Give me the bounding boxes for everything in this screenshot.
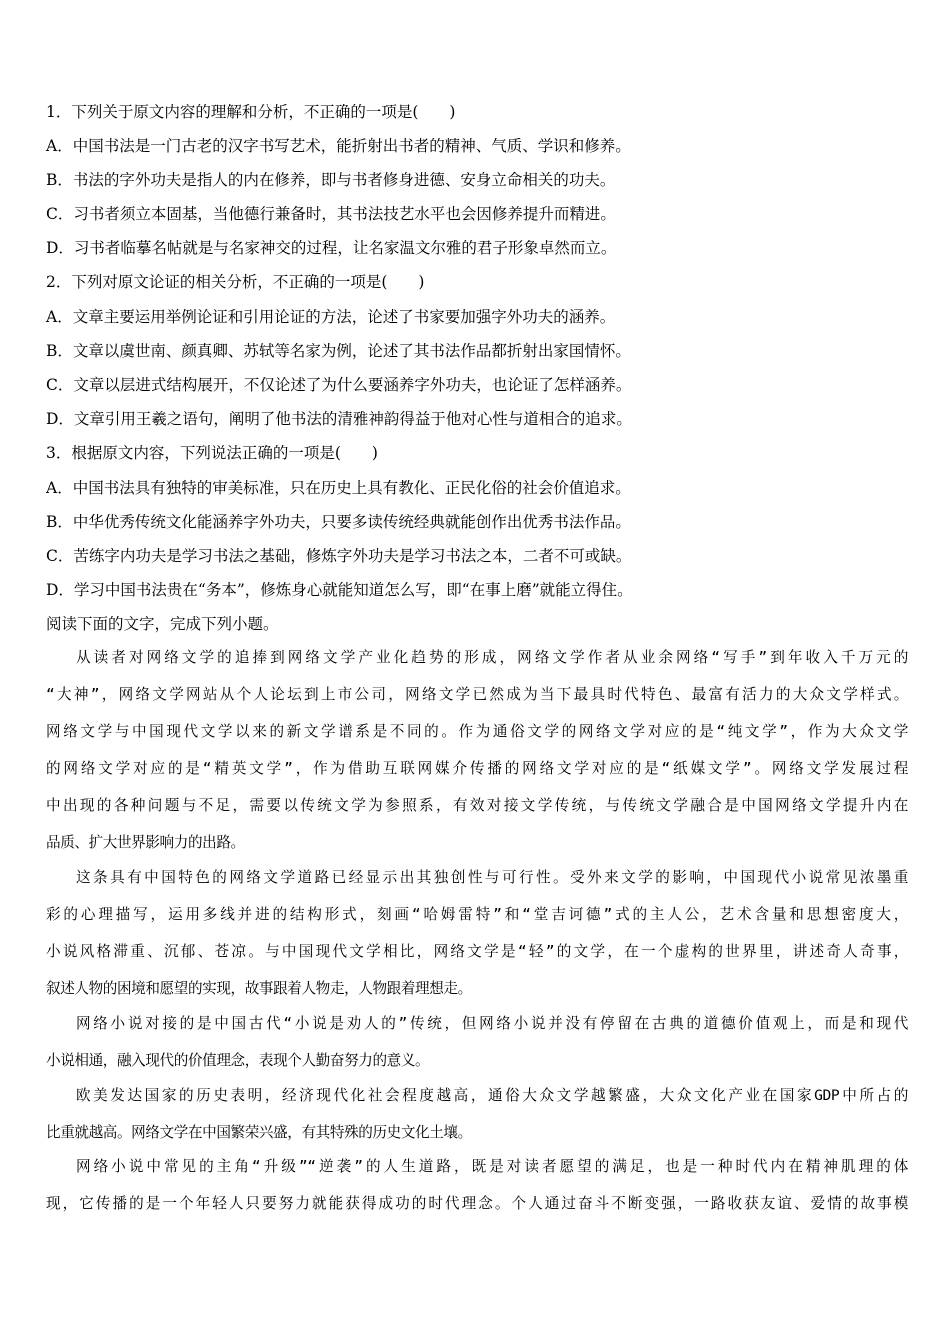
passage-line: “大神”，网络文学网站从个人论坛到上市公司，网络文学已然成为当下最具时代特色、最富有活力的大众文学样式。: [46, 686, 908, 703]
passage-line: 的网络文学对应的是“精英文学”，作为借助互联网媒介传播的网络文学对应的是“纸媒文学”。网络文学发展过程: [46, 760, 908, 777]
passage-line: 网络小说对接的是中国古代“小说是劝人的”传统，但网络小说并没有停留在古典的道德价值观上，而是和现代: [76, 1015, 908, 1032]
passage-line: 小说风格滞重、沉郁、苍凉。与中国现代文学相比，网络文学是“轻”的文学，在一个虚构的世界里，讲述奇人奇事，: [46, 943, 908, 960]
passage-line: 从读者对网络文学的追捧到网络文学产业化趋势的形成，网络文学作者从业余网络“写手”到年收入千万元的: [76, 649, 908, 666]
passage-line: 比重就越高。网络文学在中国繁荣兴盛，有其特殊的历史文化土壤。: [46, 1124, 472, 1141]
passage-line: 彩的心理描写，运用多线并进的结构形式，刻画“哈姆雷特”和“堂吉诃德”式的主人公，艺术含量和思想密度大，: [46, 906, 908, 923]
question-2-stem: 2．下列对原文论证的相关分析，不正确的一项是( ): [46, 273, 425, 291]
question-1-option-d: D．习书者临摹名帖就是与名家神交的过程，让名家温文尔雅的君子形象卓然而立。: [46, 239, 617, 257]
question-2-option-a: A．文章主要运用举例论证和引用论证的方法，论述了书家要加强字外功夫的涵养。: [46, 308, 616, 326]
question-3-option-d: D．学习中国书法贵在“务本”，修炼身心就能知道怎么写，即“在事上磨”就能立得住。: [46, 581, 633, 599]
question-2-option-d: D．文章引用王羲之语句，阐明了他书法的清雅神韵得益于他对心性与道相合的追求。: [46, 410, 632, 428]
question-3-option-b: B．中华优秀传统文化能涵养字外功夫，只要多读传统经典就能创作出优秀书法作品。: [46, 513, 631, 531]
question-3-option-c: C．苦练字内功夫是学习书法之基础，修炼字外功夫是学习书法之本，二者不可或缺。: [46, 547, 632, 565]
passage-line: 欧美发达国家的历史表明，经济现代化社会程度越高，通俗大众文学越繁盛，大众文化产业在国家GDP中所占的: [76, 1087, 908, 1104]
question-1-option-a: A．中国书法是一门古老的汉字书写艺术，能折射出书者的精神、气质、学识和修养。: [46, 137, 631, 155]
question-2-option-b: B．文章以虞世南、颜真卿、苏轼等名家为例，论述了其书法作品都折射出家国情怀。: [46, 342, 631, 360]
question-1-stem: 1．下列关于原文内容的理解和分析，不正确的一项是( ): [46, 103, 456, 121]
passage-line: 中出现的各种问题与不足，需要以传统文学为参照系，有效对接文学传统，与传统文学融合是中国网络文学提升内在: [46, 797, 908, 814]
passage-line: 网络文学与中国现代文学以来的新文学谱系是不同的。作为通俗文学的网络文学对应的是“纯文学”，作为大众文学: [46, 723, 908, 740]
question-1-option-b: B．书法的字外功夫是指人的内在修养，即与书者修身进德、安身立命相关的功夫。: [46, 171, 616, 189]
passage-line: 这条具有中国特色的网络文学道路已经显示出其独创性与可行性。受外来文学的影响，中国现代小说常见浓墨重: [76, 869, 908, 886]
question-2-option-c: C．文章以层进式结构展开，不仅论述了为什么要涵养字外功夫，也论证了怎样涵养。: [46, 376, 632, 394]
passage-line: 小说相通，融入现代的价值理念，表现个人勤奋努力的意义。: [46, 1052, 430, 1069]
passage-line: 现，它传播的是一个年轻人只要努力就能获得成功的时代理念。个人通过奋斗不断变强，一路收获友谊、爱情的故事模: [46, 1195, 908, 1212]
reading-instruction: 阅读下面的文字，完成下列小题。: [46, 615, 279, 633]
question-3-option-a: A．中国书法具有独特的审美标准，只在历史上具有教化、正民化俗的社会价值追求。: [46, 479, 631, 497]
question-3-stem: 3．根据原文内容，下列说法正确的一项是( ): [46, 444, 378, 462]
passage-line: 叙述人物的困境和愿望的实现，故事跟着人物走，人物跟着理想走。: [46, 980, 472, 997]
question-1-option-c: C．习书者须立本固基，当他德行兼备时，其书法技艺水平也会因修养提升而精进。: [46, 205, 616, 223]
passage-line: 网络小说中常见的主角“升级”“逆袭”的人生道路，既是对读者愿望的满足，也是一种时代内在精神肌理的体: [76, 1158, 908, 1175]
passage-line: 品质、扩大世界影响力的出路。: [46, 834, 245, 851]
